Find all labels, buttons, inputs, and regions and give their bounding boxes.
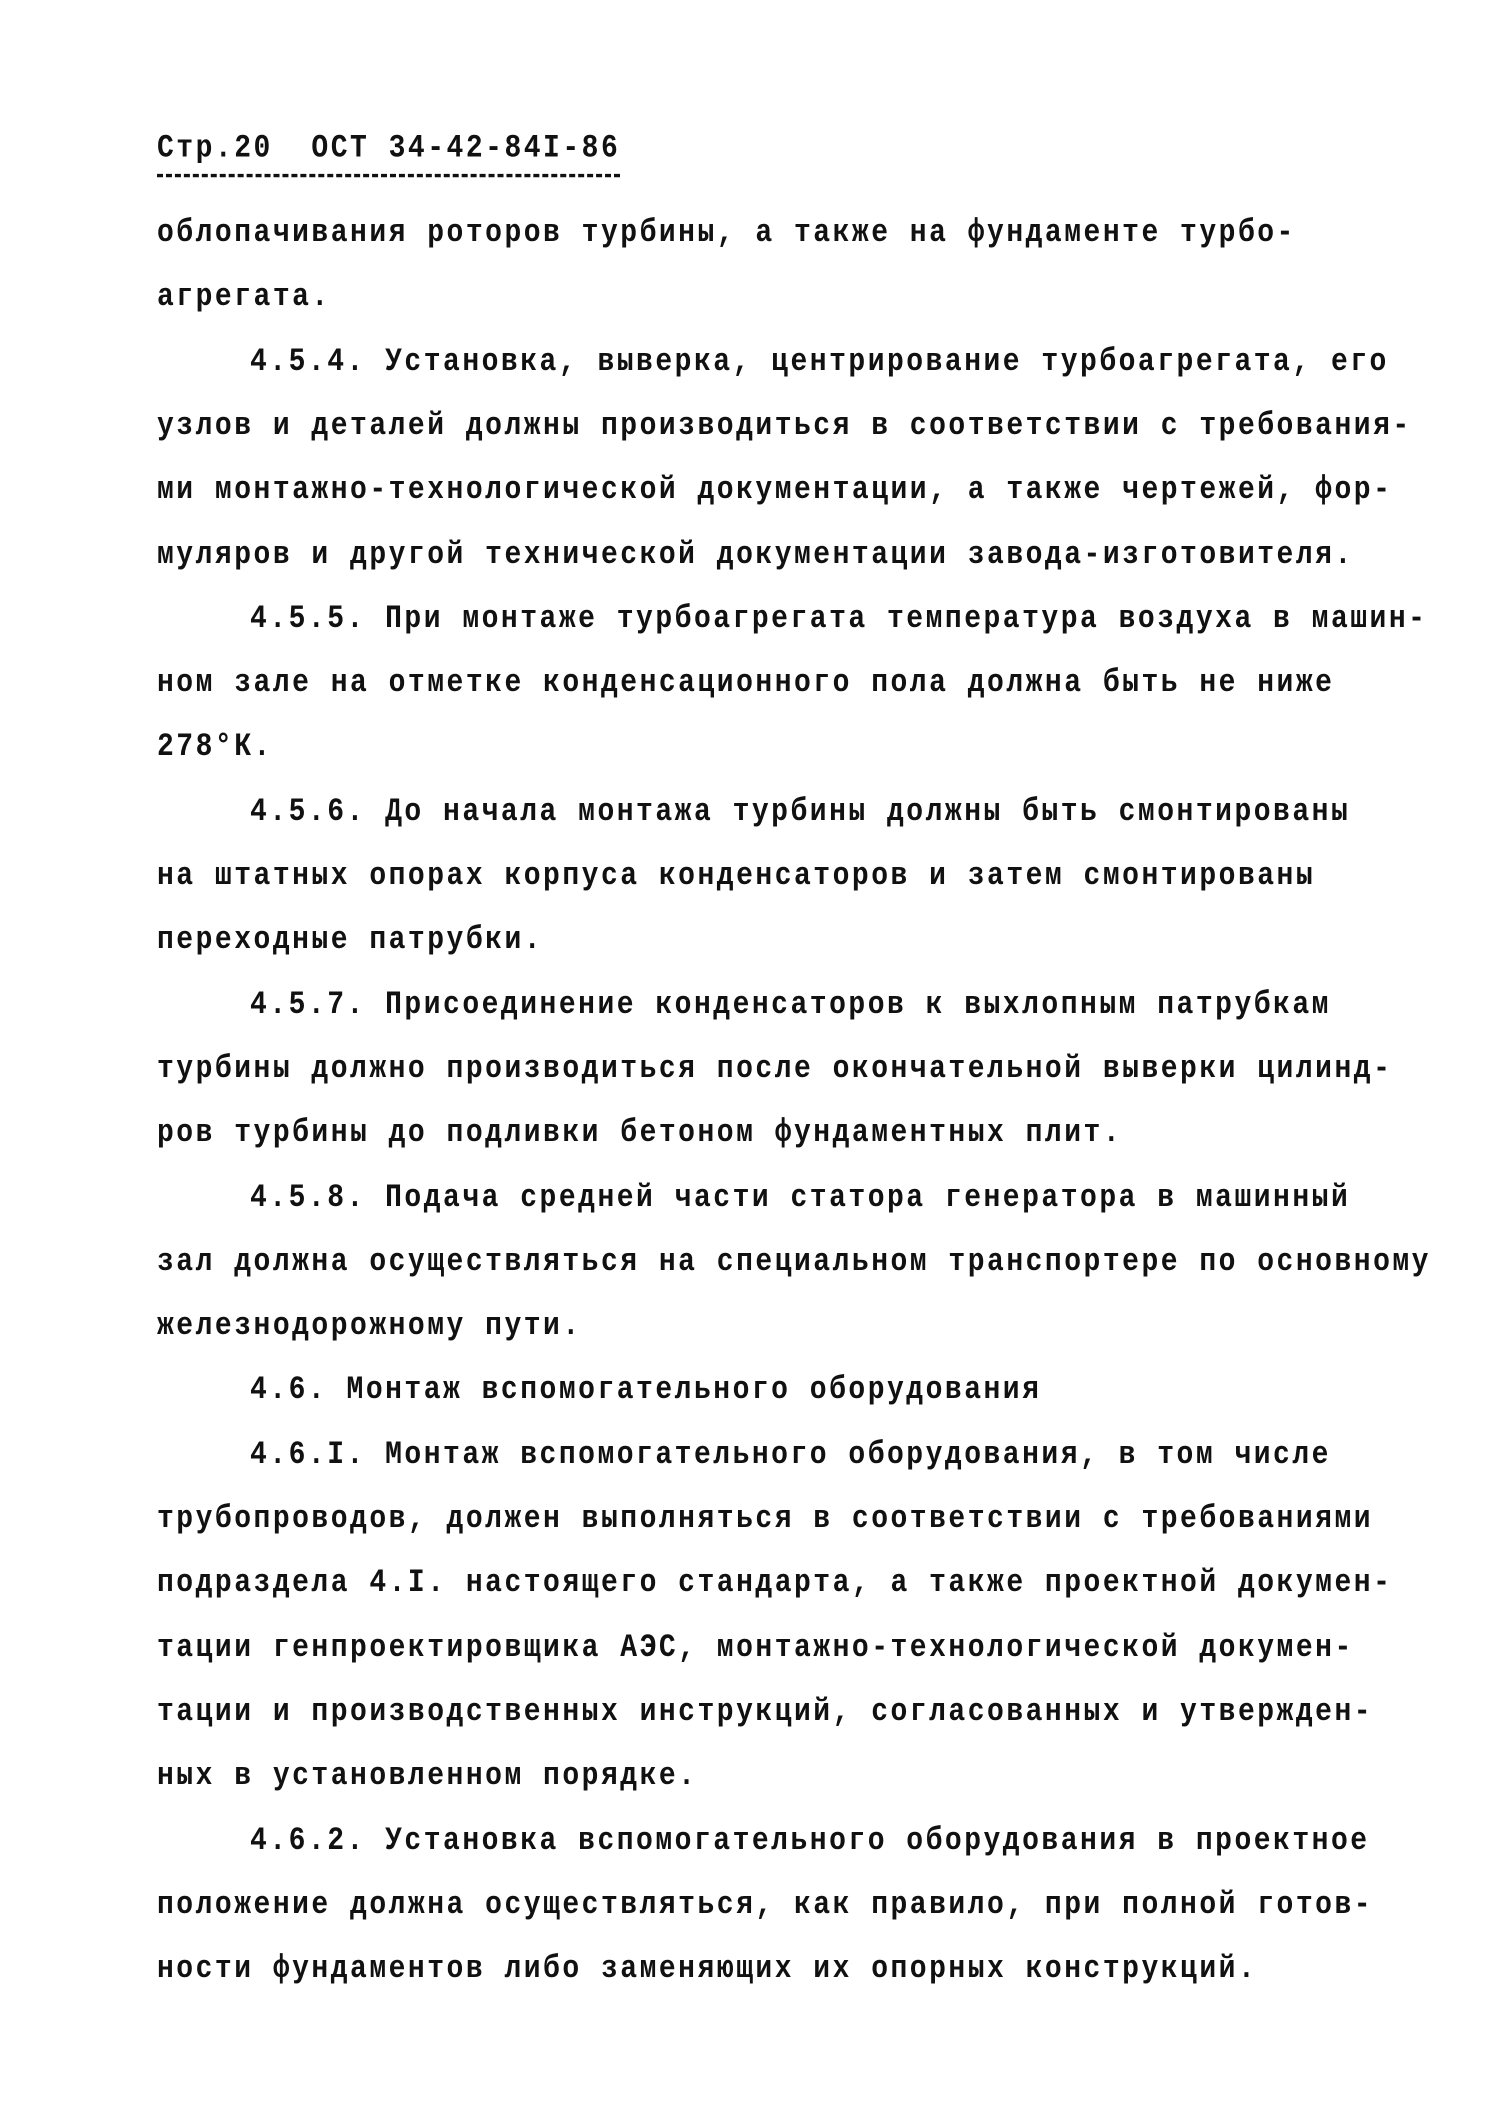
text-line: ности фундаментов либо заменяющих их опорных конструкций. (157, 1951, 1258, 1988)
paragraph-start-line: 4.6.2. Установка вспомогательного оборудования в проектное (250, 1823, 1370, 1859)
paragraph-start-line: 4.6. Монтаж вспомогательного оборудования (250, 1372, 1042, 1409)
text-line: муляров и другой технической документации завода-изготовителя. (157, 537, 1354, 573)
text-line: на штатных опорах корпуса конденсаторов и затем смонтированы (157, 858, 1316, 895)
text-line: ров турбины до подливки бетоном фундаментных плит. (157, 1115, 1123, 1152)
text-line: узлов и деталей должны производиться в соответствии с требования- (157, 408, 1412, 445)
text-line: тации генпроектировщика АЭС, монтажно-технологической докумен- (157, 1630, 1354, 1666)
text-line: переходные патрубки. (157, 922, 544, 959)
page-header: Стр.20 ОСТ 34-42-84I-86 (157, 127, 620, 178)
text-line: ных в установленном порядке. (157, 1758, 698, 1795)
paragraph-start-line: 4.5.6. До начала монтажа турбины должны быть смонтированы (250, 794, 1351, 830)
paragraph-start-line: 4.5.5. При монтаже турбоагрегата температура воздуха в машин- (250, 601, 1428, 638)
text-line: положение должна осуществляться, как правило, при полной готов- (157, 1887, 1374, 1924)
text-line: подраздела 4.I. настоящего стандарта, а также проектной докумен- (157, 1565, 1393, 1602)
text-line: облопачивания роторов турбины, а также на фундаменте турбо- (157, 215, 1296, 252)
text-line: зал должна осуществляться на специальном транспортере по основному (157, 1244, 1431, 1281)
paragraph-start-line: 4.5.7. Присоединение конденсаторов к выхлопным патрубкам (250, 987, 1331, 1023)
text-line: 278°К. (157, 729, 273, 766)
paragraph-start-line: 4.5.4. Установка, выверка, центрирование турбоагрегата, его (250, 344, 1389, 380)
text-line: ми монтажно-технологической документации, а также чертежей, фор- (157, 472, 1393, 509)
text-line: железнодорожному пути. (157, 1308, 582, 1345)
paragraph-start-line: 4.5.8. Подача средней части статора генератора в машинный (250, 1180, 1351, 1216)
text-line: тации и производственных инструкций, согласованных и утвержден- (157, 1694, 1374, 1731)
text-line: ном зале на отметке конденсационного пола должна быть не ниже (157, 665, 1335, 702)
paragraph-start-line: 4.6.I. Монтаж вспомогательного оборудования, в том числе (250, 1437, 1331, 1473)
text-line: агрегата. (157, 279, 331, 316)
text-line: турбины должно производиться после окончательной выверки цилинд- (157, 1051, 1393, 1088)
text-line: трубопроводов, должен выполняться в соответствии с требованиями (157, 1501, 1374, 1538)
